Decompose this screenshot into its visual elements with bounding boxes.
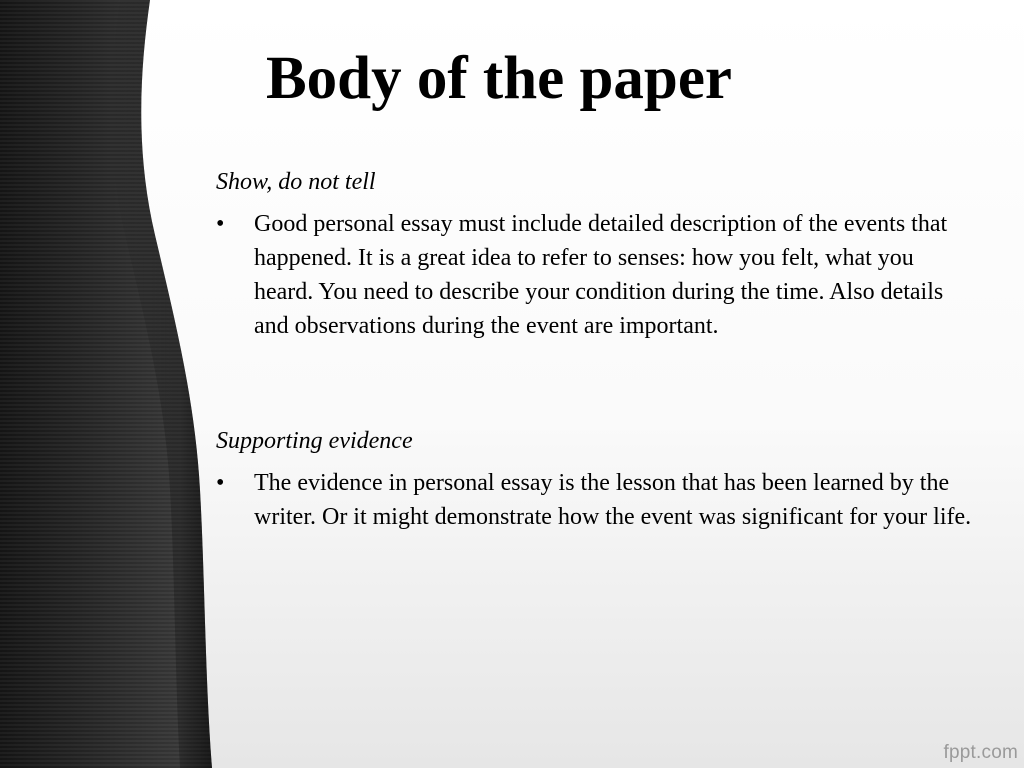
slide-title: Body of the paper bbox=[266, 45, 732, 112]
bullet-marker: • bbox=[216, 211, 225, 237]
bullet-text: The evidence in personal essay is the lesson that has been learned by the writer. Or it might demonstrate how the event was significant for your life. bbox=[254, 470, 972, 530]
bullet-marker: • bbox=[216, 470, 225, 496]
bullet-text: Good personal essay must include detailed description of the events that happened. It is a great idea to refer to senses: how you felt, what you heard. You need to describe your condition during the time. Also details and observations during the event are important. bbox=[254, 211, 948, 339]
section-heading-show-do-not-tell: Show, do not tell bbox=[216, 169, 376, 195]
section-heading-supporting-evidence: Supporting evidence bbox=[216, 428, 413, 454]
bullet-item bbox=[216, 207, 976, 343]
fppt-watermark: fppt.com bbox=[943, 742, 1018, 763]
bullet-item bbox=[216, 466, 976, 534]
